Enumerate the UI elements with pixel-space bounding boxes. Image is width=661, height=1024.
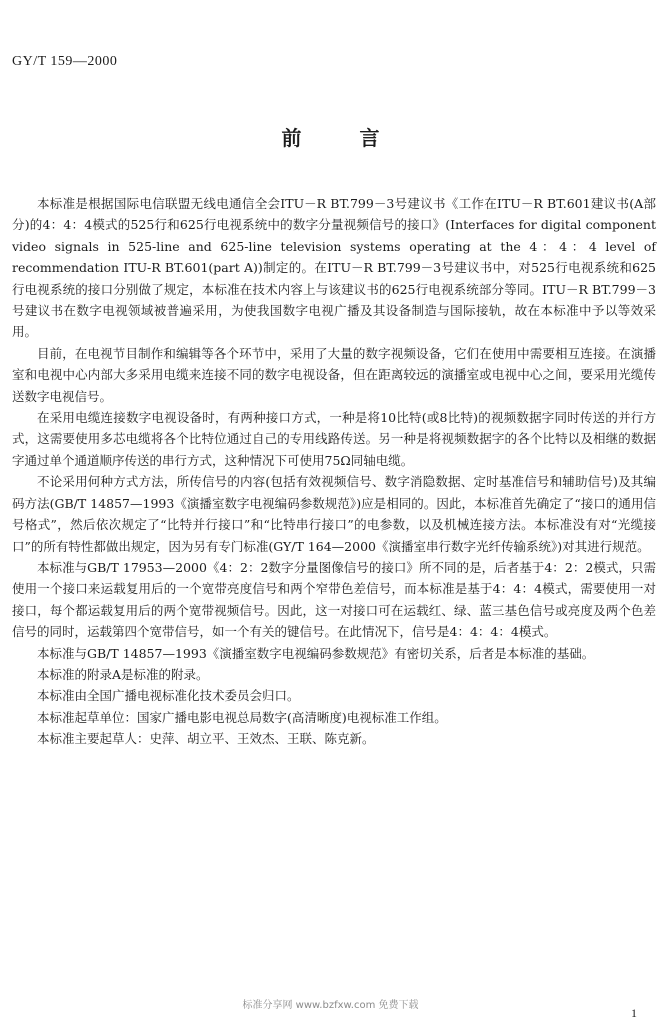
paragraph: 在采用电缆连接数字电视设备时，有两种接口方式，一种是将10比特(或8比特)的视频数据字同时传送的并行方式，这需要使用多芯电缆将各个比特位通过自己的专用线路传送。另一种是将视频数据字的各个比特以及相继的数据字通过单个通道顺序传送的串行方式，这种情况下可使用75Ω同轴电缆。 (12, 410, 656, 468)
paragraph: 本标准主要起草人：史萍、胡立平、王效杰、王联、陈克新。 (37, 731, 375, 747)
paragraph: 本标准与GB/T 17953—2000《4：2：2数字分量图像信号的接口》所不同的是，后者基于4：2：2模式，只需使用一个接口来运载复用后的一个宽带亮度信号和两个窄带色差信号，而本标准是基于4：4：4模式，需要使用一对接口，每个都运载复用后的两个宽带视频信号。因此，这一对接口可在运载红、绿、蓝三基色信号或亮度及两个色差信号的同时，运载第四个宽带信号，如一个有关的键信号。在此情况下，信号是4：4：4：4模式。 (12, 559, 656, 640)
paragraph: 本标准与GB/T 14857—1993《演播室数字电视编码参数规范》有密切关系，后者是本标准的基础。 (37, 645, 595, 661)
paragraph: 本标准起草单位：国家广播电影电视总局数字(高清晰度)电视标准工作组。 (37, 709, 447, 725)
paragraph: 不论采用何种方式方法，所传信号的内容(包括有效视频信号、数字消隐数据、定时基准信号和辅助信号)及其编码方法(GB/T 14857—1993《演播室数字电视编码参数规范》)应是相同的。因此，本标准首先确定了“接口的通用信号格式”，然后依次规定了“比特并行接口”和“比特串行接口”的电参数，以及机械连接方法。本标准没有对“光缆接口”的所有特性都做出规定，因为另有专门标准(GY/T 164—2000《演播室串行数字光纤传输系统》)对其进行规范。 (12, 474, 656, 554)
watermark-footer: 标准分享网 www.bzfxw.com 免费下载 (242, 1000, 419, 1011)
paragraph: 本标准的附录A是标准的附录。 (37, 666, 209, 682)
document-body (12, 193, 656, 750)
paragraph: 目前，在电视节目制作和编辑等各个环节中，采用了大量的数字视频设备，它们在使用中需要相互连接。在演播室和电视中心内部大多采用电缆来连接不同的数字电视设备，但在距离较远的演播室或电视中心之间，要采用光缆传送数字电视信号。 (12, 345, 656, 404)
paragraph: 本标准是根据国际电信联盟无线电通信全会ITU－R BT.799－3号建议书《工作在ITU－R BT.601建议书(A部分)的4：4：4模式的525行和625行电视系统中的数字分量视频信号的接口》(Interfaces for digital component video signals in 525-line and 625-line television systems operating at the 4：4：4 level of recommendation ITU-R BT.601(part A))制定的。在ITU－R BT.799－3号建议书中，对525行电视系统和625行电视系统的接口分别做了规定，本标准在技术内容上与该建议书的625行电视系统部分等同。ITU－R BT.799－3号建议书在数字电视领域被普遍采用，为使我国数字电视广播及其设备制造与国际接轨，故在本标准中予以等效采用。 (12, 196, 656, 340)
page-number: 1 (631, 1006, 637, 1020)
page-title: 前言 (281, 126, 438, 150)
standard-code: GY/T 159—2000 (12, 54, 118, 69)
paragraph: 本标准由全国广播电视标准化技术委员会归口。 (37, 688, 300, 704)
